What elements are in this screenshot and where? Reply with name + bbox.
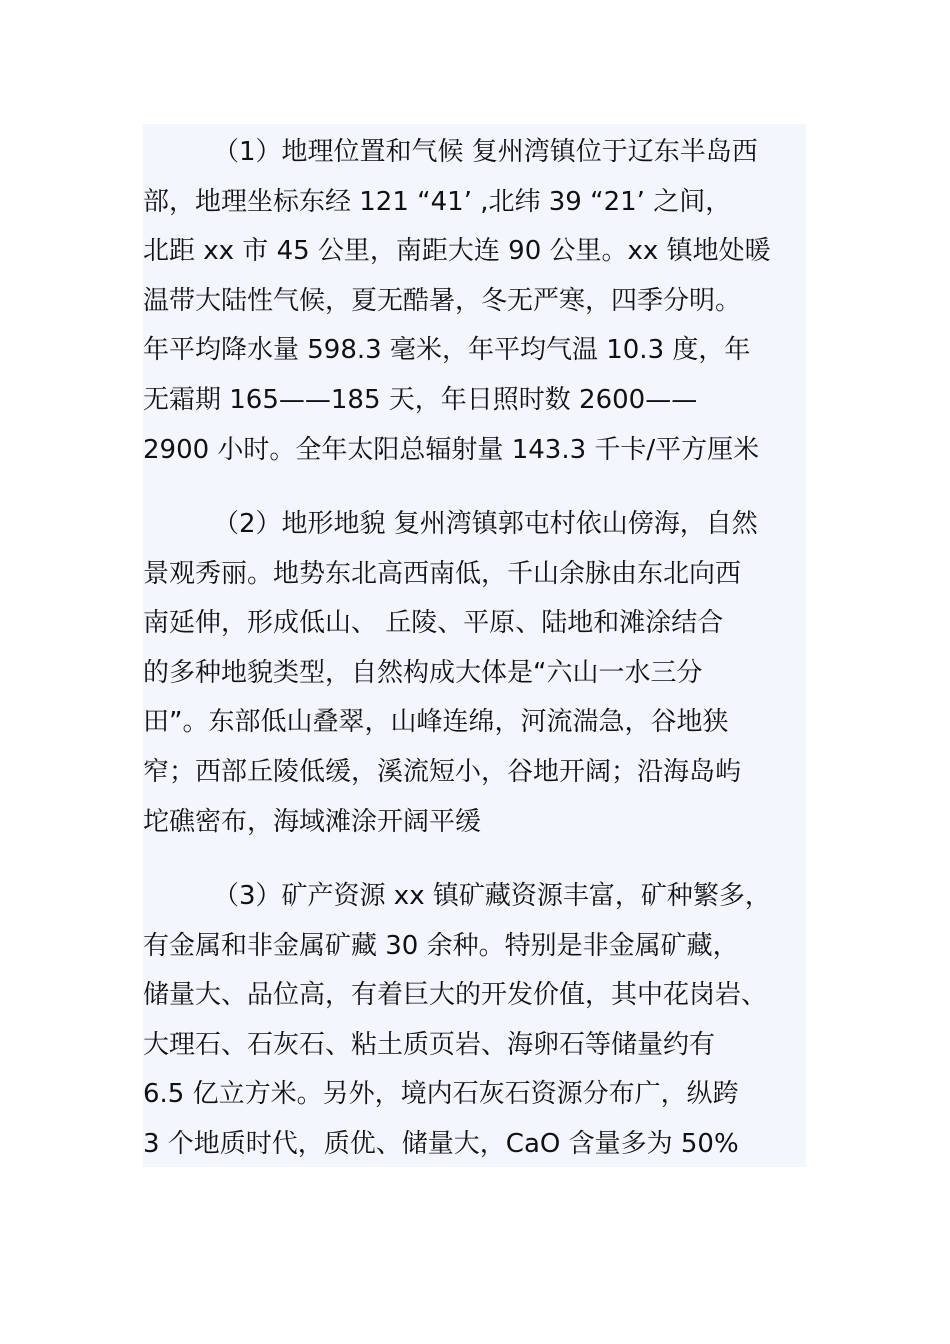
paragraph-line: 储量大、品位高，有着巨大的开发价值，其中花岗岩、 (143, 980, 768, 1011)
paragraph-line: 南延伸，形成低山、 丘陵、平原、陆地和滩涂结合 (143, 608, 724, 639)
paragraph-line: 有金属和非金属矿藏 30 余种。特别是非金属矿藏， (143, 930, 739, 961)
paragraph-line: 田”。东部低山叠翠，山峰连绵，河流湍急，谷地狭 (143, 707, 729, 738)
paragraph-mineral-resources (143, 872, 823, 1170)
paragraph-line: 北距 xx 市 45 公里，南距大连 90 公里。xx 镇地处暖 (143, 236, 771, 267)
paragraph-line: （2）地形地貌 复州湾镇郭屯村依山傍海，自然 (213, 509, 758, 539)
paragraph-line: 坨礁密布，海域滩涂开阔平缓 (143, 806, 482, 837)
paragraph-line: 无霜期 165——185 天，年日照时数 2600—— (143, 384, 698, 415)
paragraph-line: 的多种地貌类型，自然构成大体是“六山一水三分 (143, 657, 703, 688)
paragraph-line: 年平均降水量 598.3 毫米，年平均气温 10.3 度，年 (143, 335, 751, 366)
paragraph-line: 窄；西部丘陵低缓，溪流短小，谷地开阔；沿海岛屿 (143, 756, 742, 787)
paragraph-line: 6.5 亿立方米。另外，境内石灰石资源分布广，纵跨 (143, 1079, 739, 1110)
paragraph-geography-climate (143, 128, 823, 475)
paragraph-line: （1）地理位置和气候 复州湾镇位于辽东半岛西 (213, 137, 758, 167)
paragraph-line: 2900 小时。全年太阳总辐射量 143.3 千卡/平方厘米 (143, 434, 760, 465)
paragraph-line: 部，地理坐标东经 121 “41’ ,北纬 39 “21’ 之间， (143, 186, 732, 217)
paragraph-line: 景观秀丽。地势东北高西南低，千山余脉由东北向西 (143, 558, 742, 589)
document-body (143, 124, 806, 1167)
paragraph-line: 3 个地质时代，质优、储量大，CaO 含量多为 50% (143, 1128, 739, 1159)
paragraph-line: 温带大陆性气候，夏无酷暑，冬无严寒，四季分明。 (143, 285, 742, 316)
paragraph-terrain (143, 500, 823, 847)
paragraph-line: 大理石、石灰石、粘土质页岩、海卵石等储量约有 (143, 1029, 716, 1060)
paragraph-line: （3）矿产资源 xx 镇矿藏资源丰富，矿种繁多， (213, 881, 771, 911)
